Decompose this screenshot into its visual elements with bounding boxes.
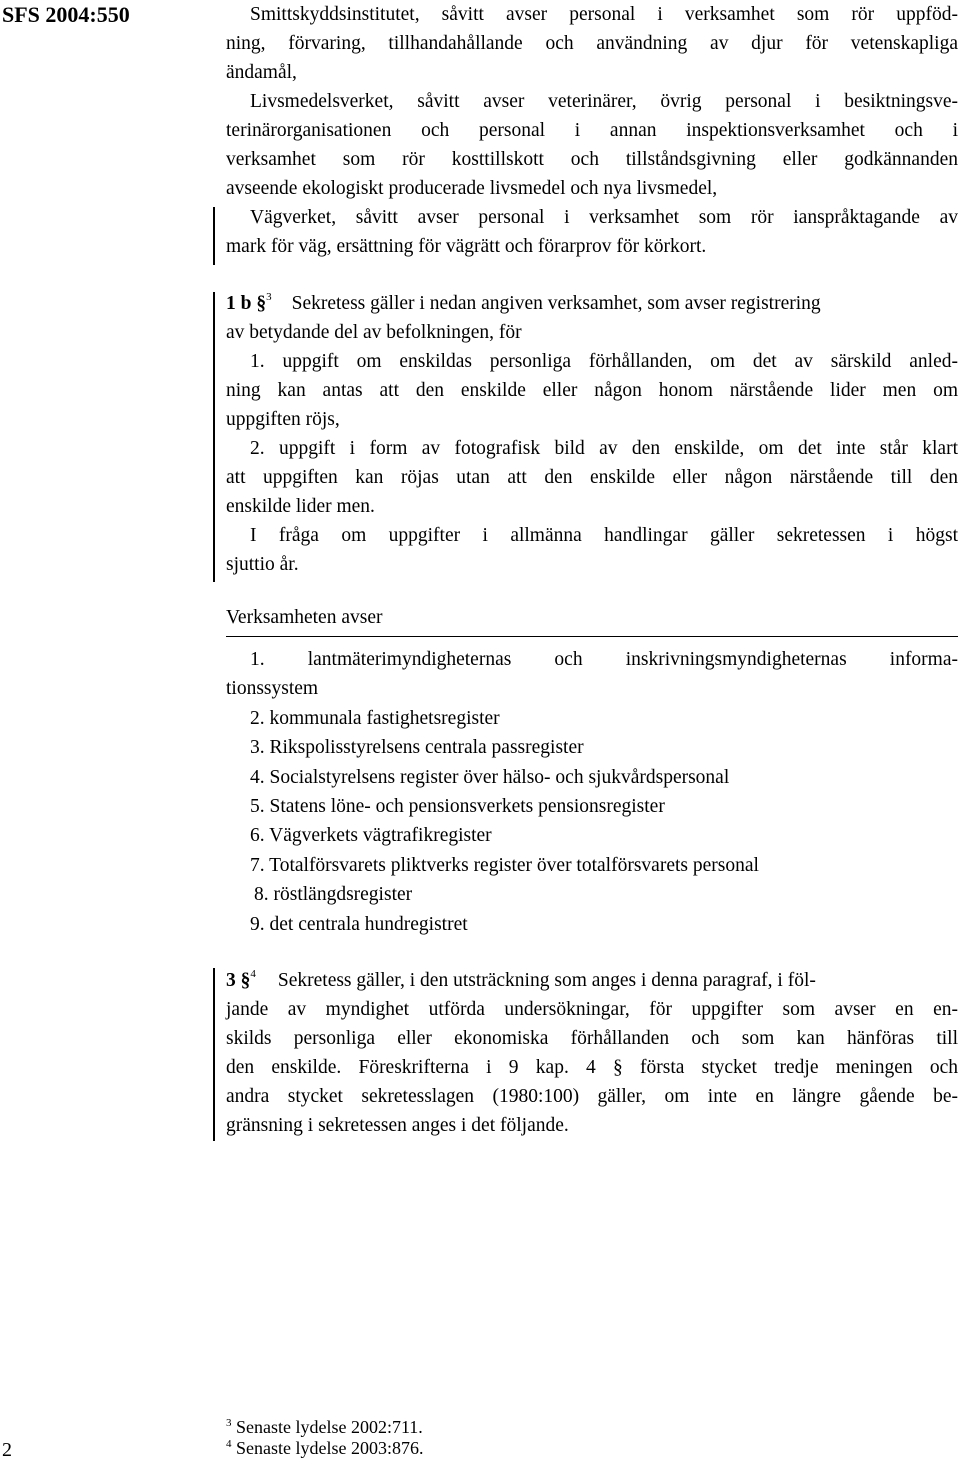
change-bar [213, 292, 215, 582]
text-line: sjuttio år. [226, 554, 299, 575]
text-line: 2. uppgift i form av fotografisk bild av den enskilde, om det inte står klart [250, 438, 958, 459]
text-line: mark för väg, ersättning för vägrätt och förarprov för körkort. [226, 236, 707, 257]
text-line: uppgiften röjs, [226, 409, 340, 430]
footnote-number: 3 [226, 1417, 232, 1429]
table-row: 2. kommunala fastighetsregister [250, 707, 500, 729]
footnote-text: Senaste lydelse 2003:876. [236, 1438, 424, 1458]
section-heading-line [226, 289, 958, 318]
table-row: 5. Statens löne- och pensionsverkets pensionsregister [250, 795, 665, 817]
text-line: I fråga om uppgifter i allmänna handlingar gäller sekretessen i högst [250, 525, 958, 546]
footnote-number: 4 [226, 1438, 232, 1450]
table-row: 6. Vägverkets vägtrafikregister [250, 825, 492, 847]
table-row: 3. Rikspolisstyrelsens centrala passregister [250, 737, 584, 759]
text-line: ning, förvaring, tillhandahållande och användning av djur för vetenskapliga [226, 33, 958, 54]
paragraph-block-1 [226, 0, 958, 261]
footnote-ref: 3 [266, 291, 272, 303]
text-line: ning kan antas att den enskilde eller någon honom närstående lider men om [226, 380, 958, 401]
table-row: 4. Socialstyrelsens register över hälso- och sjukvårdspersonal [250, 766, 730, 788]
footnote [226, 1416, 423, 1438]
section-1b [226, 289, 958, 579]
text-line: Vägverket, såvitt avser personal i verksamhet som rör ianspråktagande av [250, 207, 958, 228]
paragraph-sign: § [256, 293, 267, 314]
text-line: avseende ekologiskt producerade livsmedel och nya livsmedel, [226, 178, 718, 199]
text-line: andra stycket sekretesslagen (1980:100) gäller, om inte en längre gående be- [226, 1086, 958, 1107]
text-line: Smittskyddsinstitutet, såvitt avser personal i verksamhet som rör uppföd- [250, 4, 958, 25]
sfs-number: SFS 2004:550 [2, 2, 130, 27]
text-line: skilds personliga eller ekonomiska förhållanden och som kan hänföras till [226, 1028, 958, 1049]
table-row: 1. lantmäterimyndigheternas och inskrivningsmyndigheternas informa- [250, 649, 958, 670]
section-number: 1 b [226, 293, 252, 314]
text-line: Sekretess gäller, i den utsträckning som anges i denna paragraf, i föl- [277, 970, 816, 991]
section-heading-line [226, 966, 958, 995]
text-line: 1. uppgift om enskildas personliga förhållanden, om det av särskild anled- [250, 351, 958, 372]
text-line: ändamål, [226, 62, 297, 83]
section-number: 3 [226, 970, 236, 991]
table-header: Verksamheten avser [226, 600, 958, 637]
text-line: jande av myndighet utförda undersökningar, för uppgifter som avser en en- [226, 999, 958, 1020]
footnote [226, 1437, 423, 1459]
text-line: Livsmedelsverket, såvitt avser veterinärer, övrig personal i besiktningsve- [250, 91, 958, 112]
change-bar [213, 968, 215, 1141]
text-line: verksamhet som rör kosttillskott och tillståndsgivning eller godkännanden [226, 149, 958, 170]
text-line: att uppgiften kan röjas utan att den enskilde eller någon närstående till den [226, 467, 958, 488]
text-line: Sekretess gäller i nedan angiven verksamhet, som avser registrering [291, 293, 821, 314]
change-bar [213, 207, 215, 265]
text-line: gränsning i sekretessen anges i det följande. [226, 1115, 569, 1136]
text-line: den enskilde. Föreskrifterna i 9 kap. 4 § första stycket tredje meningen och [226, 1057, 958, 1078]
register-table [226, 600, 958, 939]
table-row: 8. röstlängdsregister [254, 884, 413, 906]
section-3 [226, 966, 958, 1140]
text-line: av betydande del av befolkningen, för [226, 322, 522, 343]
text-line: terinärorganisationen och personal i annan inspektionsverksamhet och i [226, 120, 958, 141]
footnote-ref: 4 [250, 968, 256, 980]
paragraph-sign: § [240, 970, 251, 991]
table-row: tionssystem [226, 678, 319, 700]
footnote-text: Senaste lydelse 2002:711. [236, 1417, 423, 1437]
table-row: 7. Totalförsvarets pliktverks register över totalförsvarets personal [250, 854, 759, 876]
text-line: enskilde lider men. [226, 496, 375, 517]
page-number: 2 [2, 1439, 12, 1461]
table-row: 9. det centrala hundregistret [250, 913, 468, 935]
